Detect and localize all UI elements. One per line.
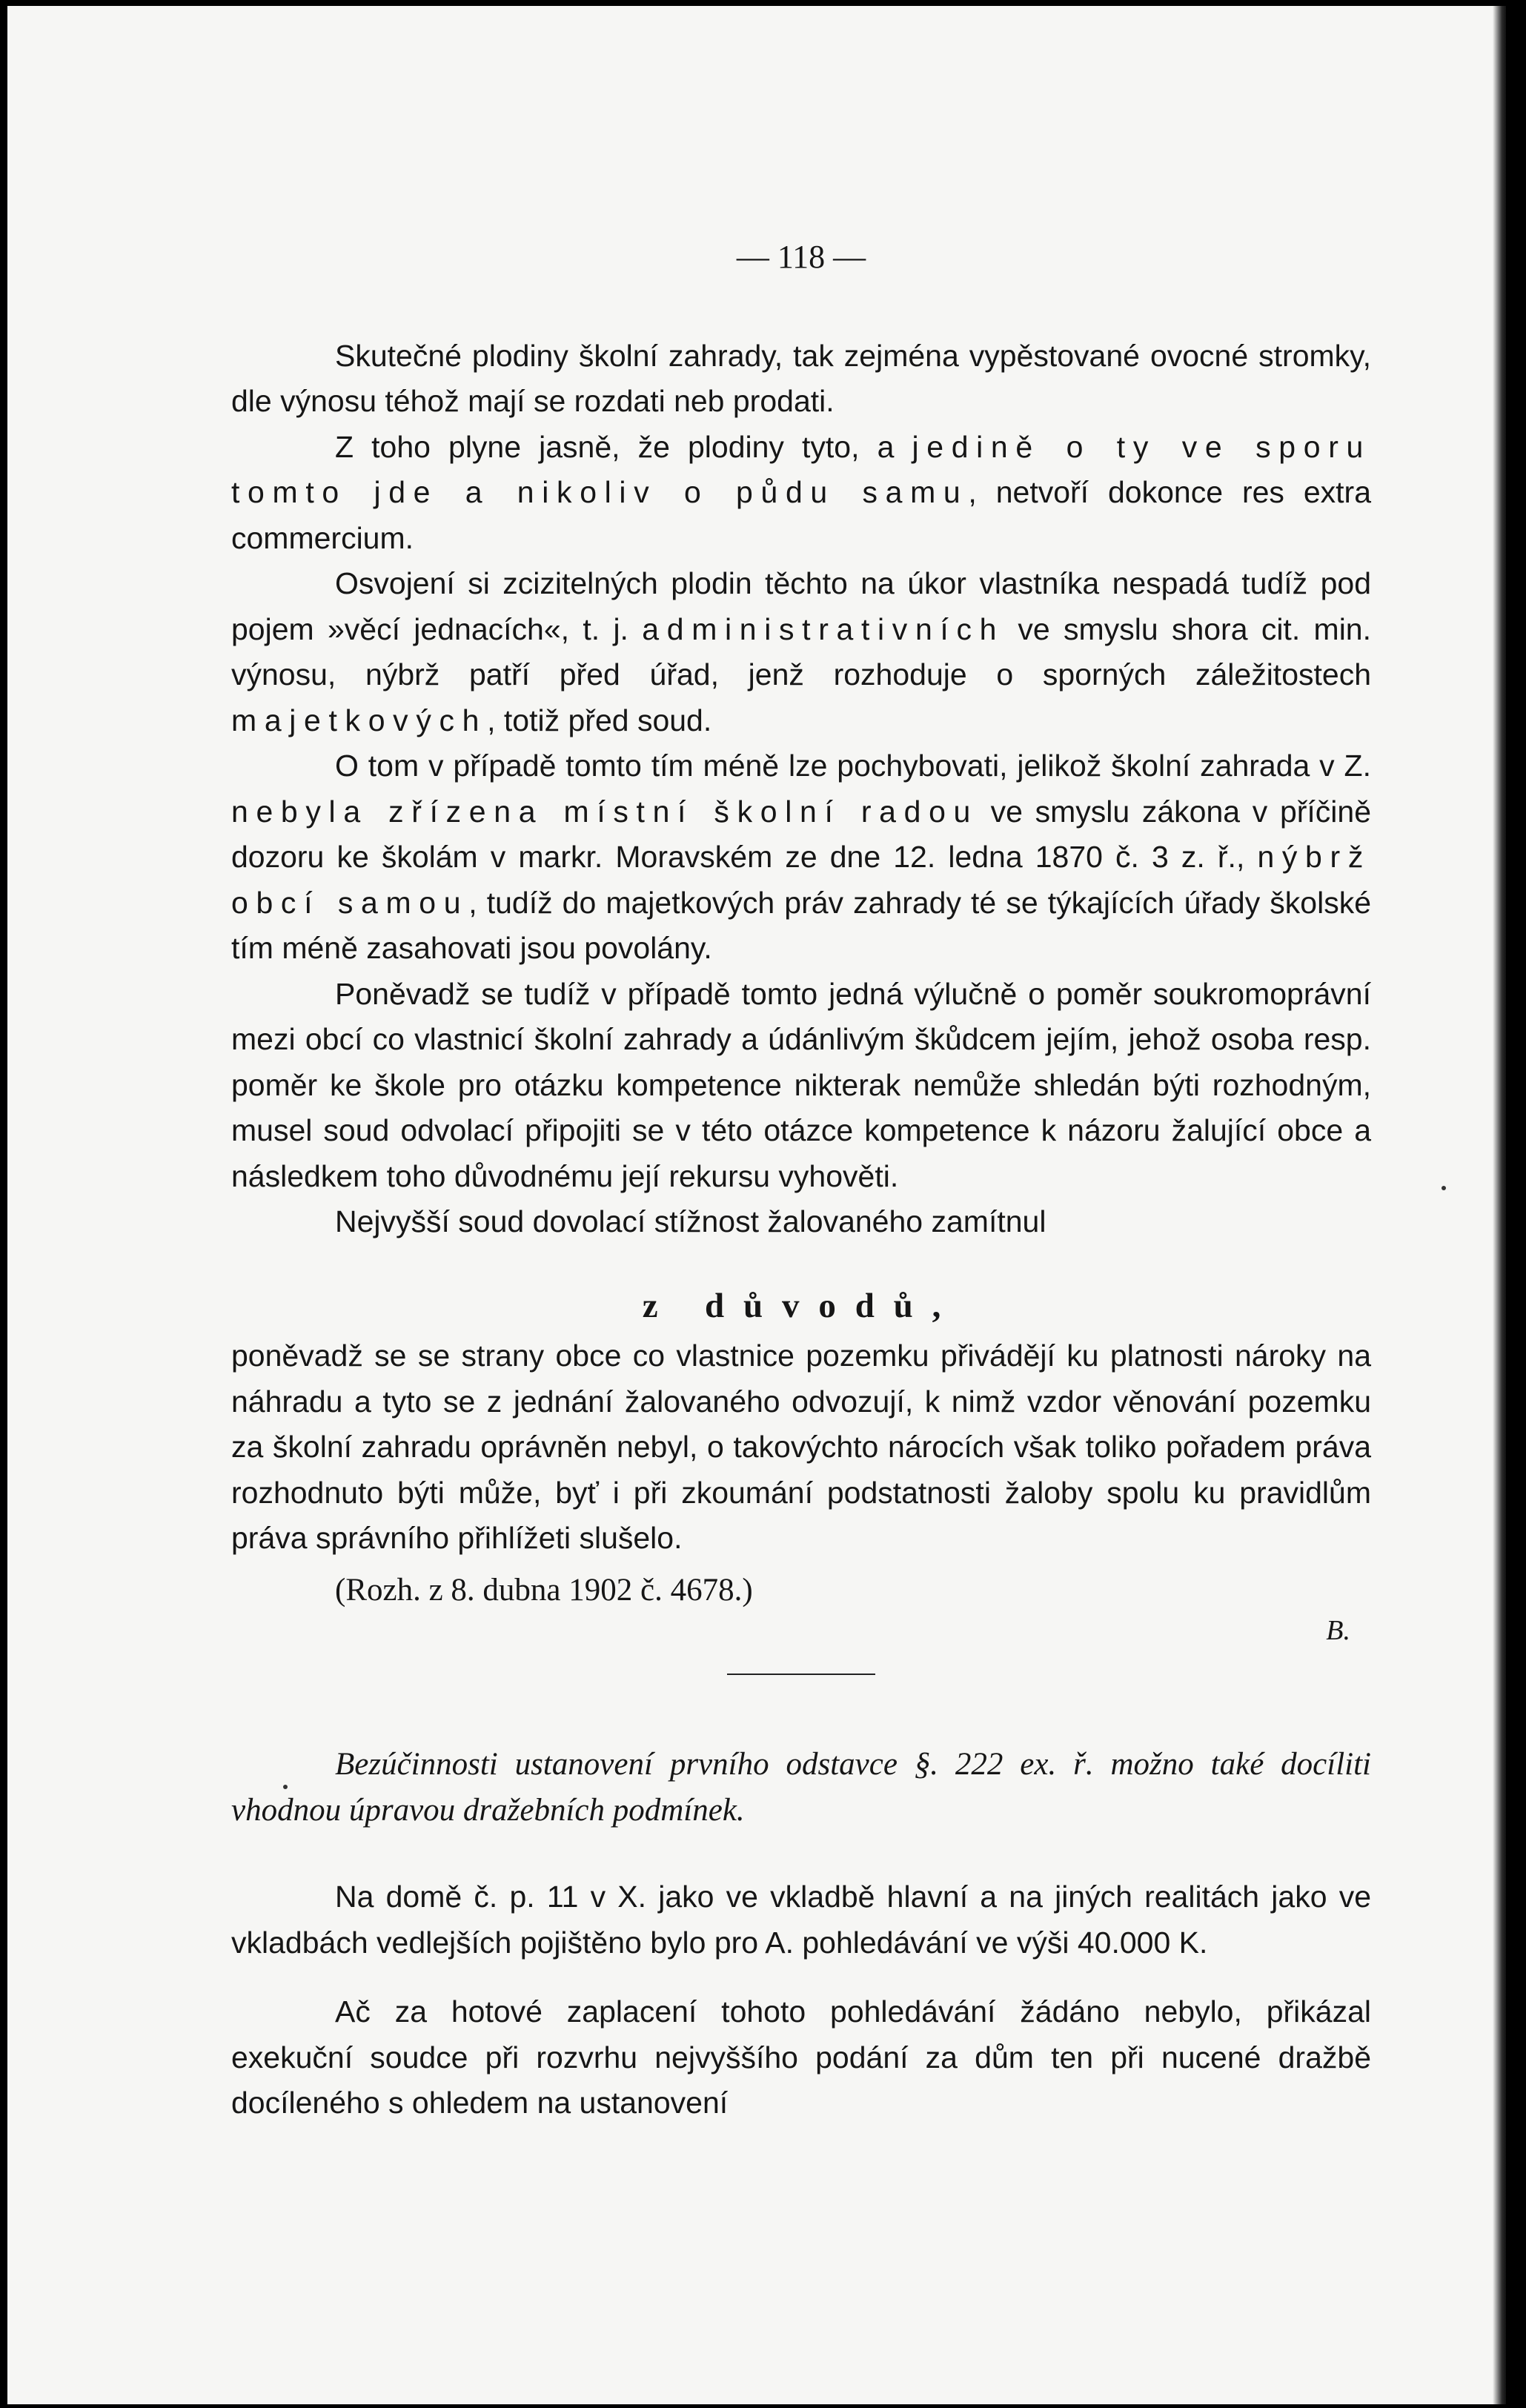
section-heading: z důvodů, xyxy=(642,1286,961,1325)
paragraph-4-text-a: O tom v případě tomto tím méně lze pochybovati, jelikož školní zahrada v Z. xyxy=(335,749,1371,783)
paragraph-8: Na domě č. p. 11 v X. jako ve vkladbě hlavní a na jiných realitách jako ve vkladbách vedlejších pojištěno bylo pro A. pohledávání ve výši 40.000 K. xyxy=(231,1880,1371,1960)
paragraph-3-emphasis-administrative: administrativních xyxy=(642,611,1005,646)
page-content xyxy=(231,221,1371,2126)
paragraph-4 xyxy=(231,743,1371,972)
page-edge-shadow xyxy=(1493,6,1506,2404)
case-summary-heading: Bezúčinnosti ustanovení prvního odstavce §. 222 ex. ř. možno také docíliti vhodnou úpravou dražebních podmínek. xyxy=(231,1747,1371,1828)
paragraph-1: Skutečné plodiny školní zahrady, tak zejména vypěstované ovocné stromky, dle výnosu téhož mají se rozdati neb prodati. xyxy=(231,338,1371,418)
paragraph-2 xyxy=(231,425,1371,562)
paragraph-2-text-c: , netvoří dokonce res extra commercium. xyxy=(231,475,1371,555)
paragraph-3-text-c: ve smyslu shora cit. min. výnosu, nýbrž patří před úřad, jenž rozhoduje o sporných záležitostech xyxy=(231,611,1371,691)
court-citation: (Rozh. z 8. dubna 1902 č. 4678.) xyxy=(335,1572,753,1608)
paragraph-4-emphasis-council: nebyla zřízena místní školní radou xyxy=(231,794,978,829)
paragraph-3-emphasis-property: majetkových xyxy=(231,703,488,737)
paragraph-4-emphasis-municipality: nýbrž obcí samou xyxy=(231,840,1371,920)
paragraph-2-emphasis: jedině o ty ve sporu tomto jde a nikoliv o půdu samu xyxy=(231,429,1371,509)
paragraph-4-text-c: ve smyslu zákona v příčině dozoru ke školám v markr. Moravském ze dne 12. ledna 1870 č. 3 z. ř., xyxy=(231,794,1371,874)
paragraph-7: poněvadž se se strany obce co vlastnice pozemku přivádějí ku platnosti nároky na náhradu a tyto se z jednání žalovaného odvozují, k nimž vzdor věnování pozemku za školní zahradu oprávněn nebyl, o takovýchto nárocích však toliko pořadem práva rozhodnuto býti může, byť i při zkoumání podstatnosti žaloby spolu ku pravidlům práva správního přihlížeti slušelo. xyxy=(231,1339,1371,1555)
paragraph-3-text-e: , totiž před soud. xyxy=(487,703,712,737)
scanned-page xyxy=(7,6,1506,2404)
scan-speck xyxy=(1442,1186,1446,1190)
section-divider xyxy=(727,1674,875,1675)
paragraph-3-text-a: Osvojení si zcizitelných plodin těchto na úkor vlastníka nespadá tudíž pod pojem »věcí jednacích«, t. j. xyxy=(231,566,1371,646)
paragraph-2-text-a: Z toho plyne jasně, že plodiny tyto, a xyxy=(335,429,912,464)
paragraph-3 xyxy=(231,561,1371,743)
page-number: — 118 — xyxy=(736,239,866,275)
paragraph-6: Nejvyšší soud dovolací stížnost žalovaného zamítnul xyxy=(335,1204,1046,1238)
author-initial: B. xyxy=(1326,1615,1350,1646)
paragraph-5: Poněvadž se tudíž v případě tomto jedná výlučně o poměr soukromoprávní mezi obcí co vlastnicí školní zahrady a údánlivým škůdcem jejím, jehož osoba resp. poměr ke škole pro otázku kompetence nikterak nemůže shledán býti rozhodným, musel soud odvolací připojiti se v této otázce kompetence k názoru žalující obce a následkem toho důvodnému její rekursu vyhověti. xyxy=(231,976,1371,1193)
paragraph-9: Ač za hotové zaplacení tohoto pohledávání žádáno nebylo, přikázal exekuční soudce při rozvrhu nejvyššího podání za dům ten při nucené dražbě docíleného s ohledem na ustanovení xyxy=(231,1994,1371,2120)
paragraph-4-text-e: , tudíž do majetkových práv zahrady té se týkajících úřady školské tím méně zasahovati jsou povolány. xyxy=(231,885,1371,965)
